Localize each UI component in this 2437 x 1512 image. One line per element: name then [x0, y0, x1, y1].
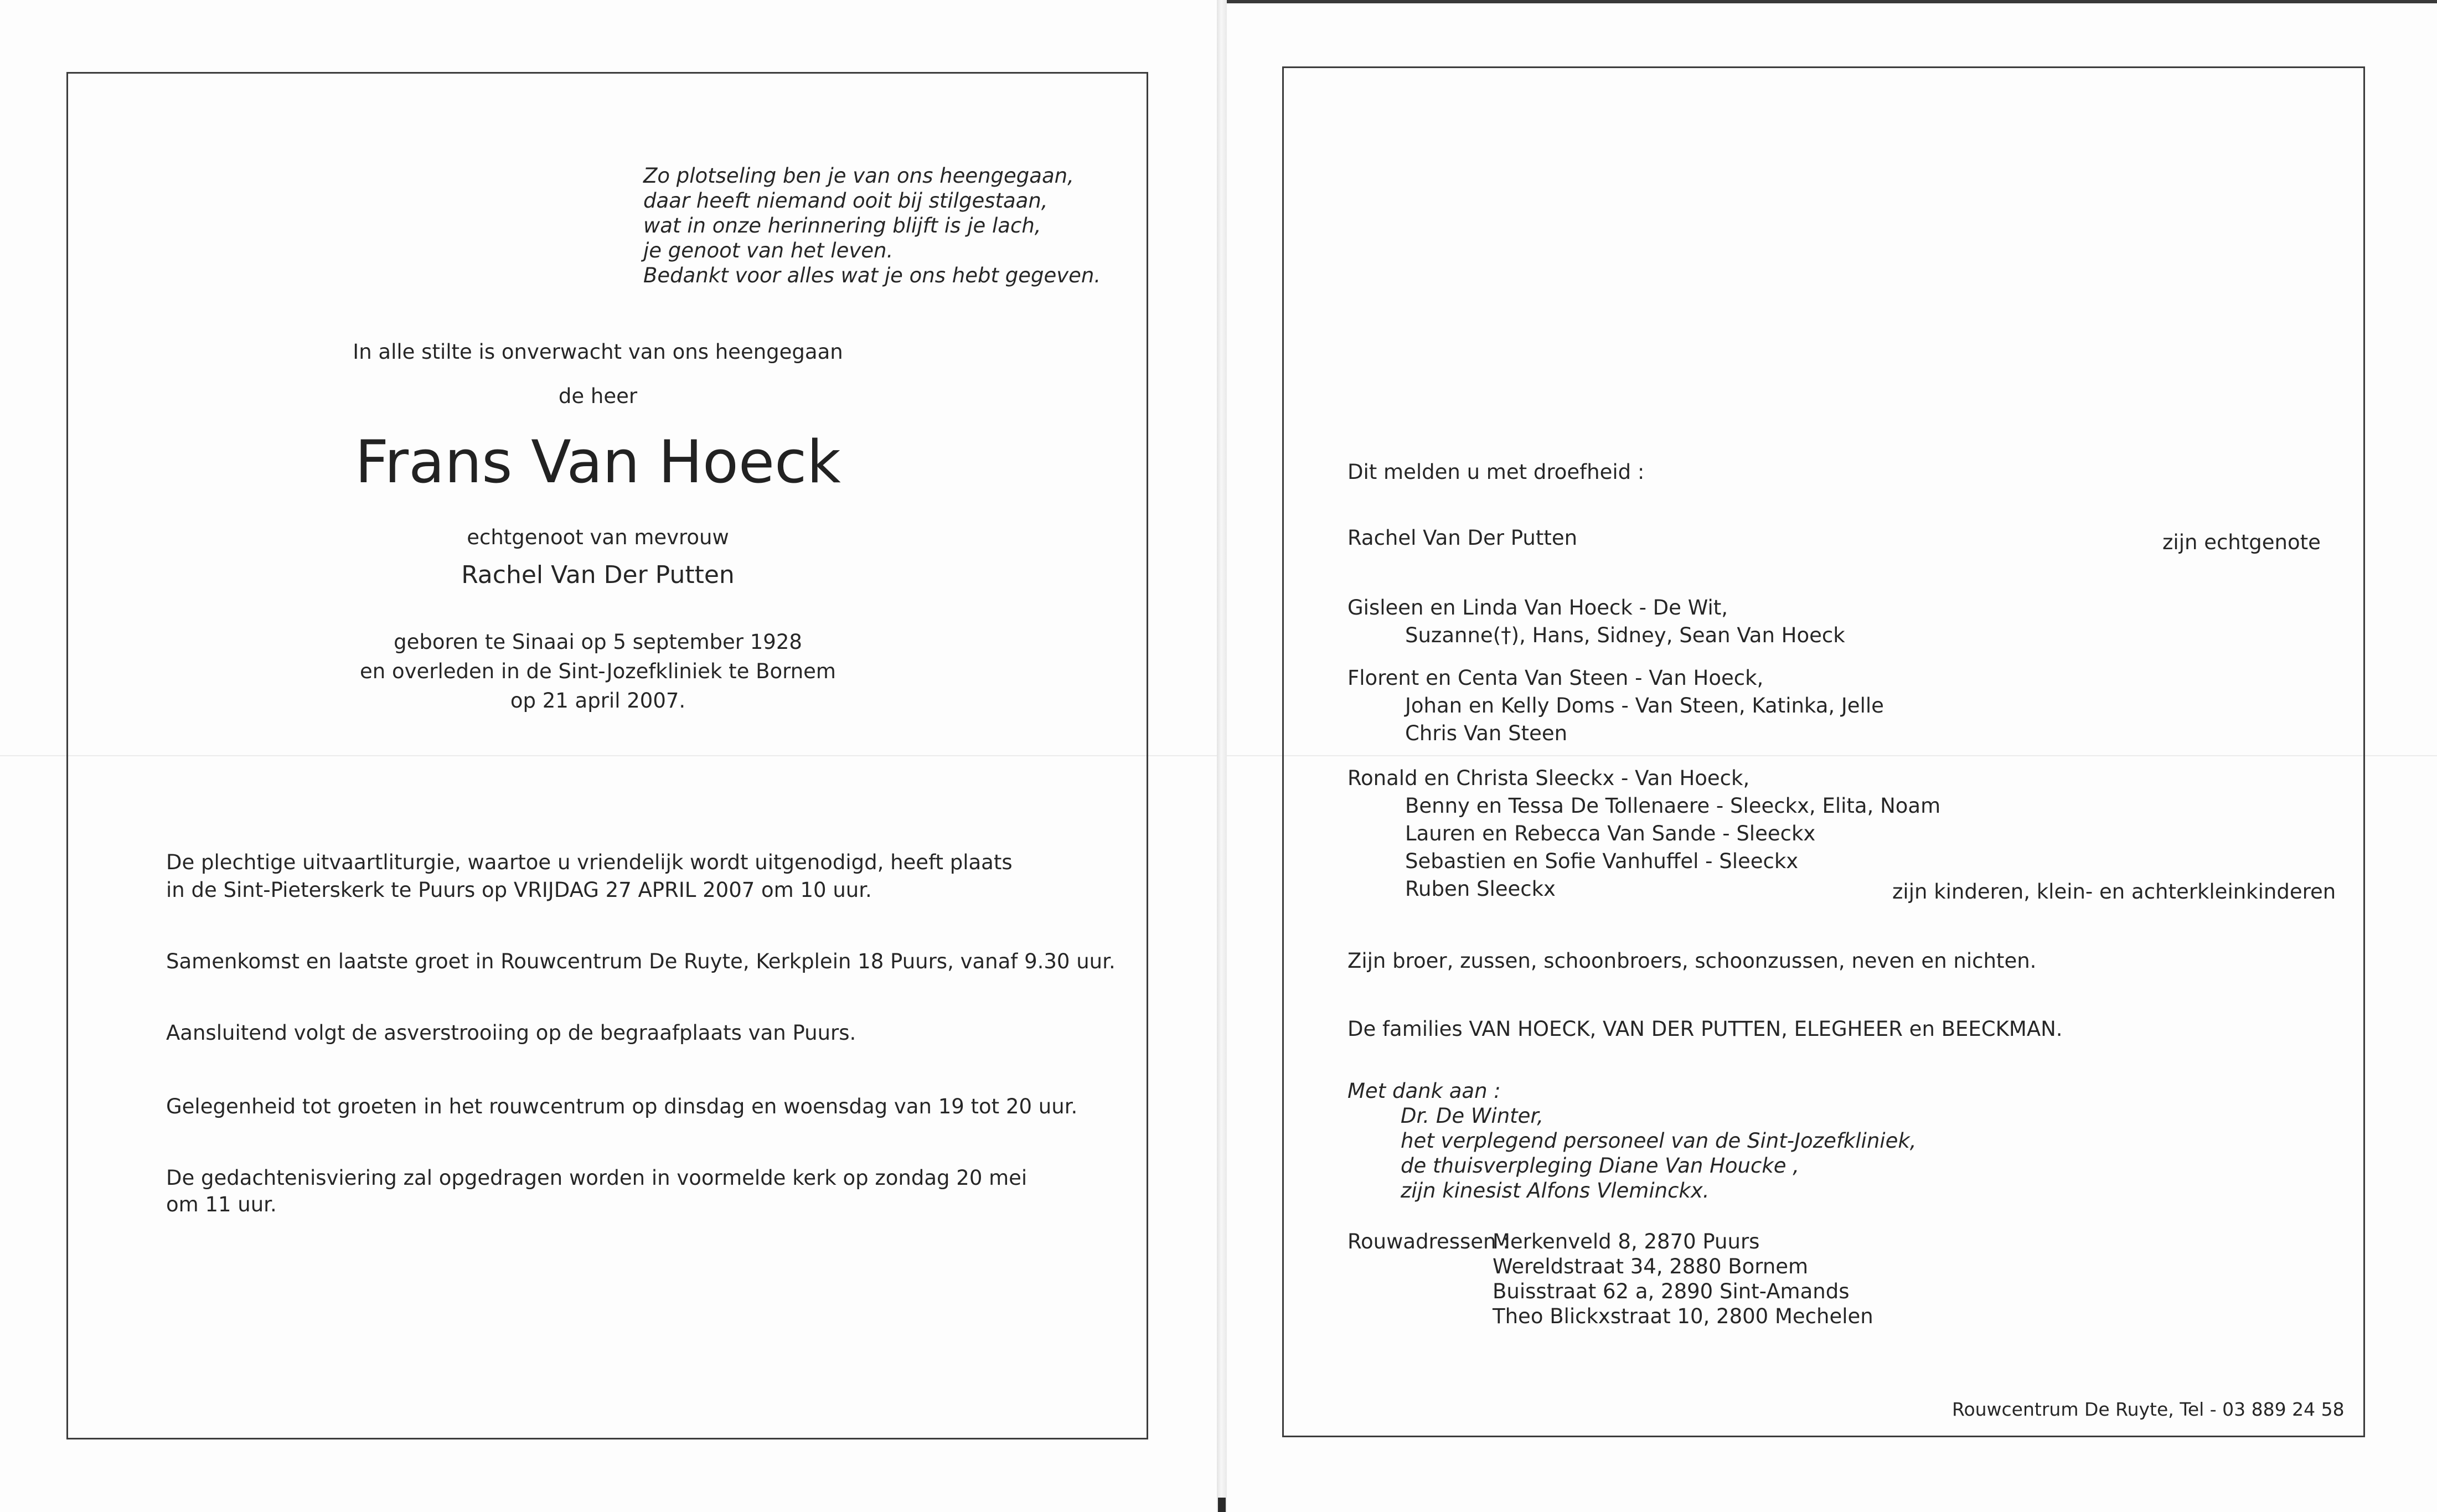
- scan-edge-top: [1227, 0, 2437, 3]
- poem-line: je genoot van het leven.: [643, 239, 894, 262]
- thanks-intro: Met dank aan :: [1347, 1079, 1501, 1103]
- dates-line: geboren te Sinaai op 5 september 1928: [394, 630, 802, 654]
- siblings-text: Zijn broer, zussen, schoonbroers, schoonzussen, neven en nichten.: [1347, 949, 2037, 973]
- poem-line: daar heeft niemand ooit bij stilgestaan,: [643, 189, 1048, 213]
- spouse-name: Rachel Van Der Putten: [461, 561, 735, 589]
- gathering-text: Samenkomst en laatste groet in Rouwcentrum De Ruyte, Kerkplein 18 Puurs, vanaf 9.30 uur.: [166, 949, 1116, 973]
- thanks-line: zijn kinesist Alfons Vleminckx.: [1401, 1179, 1710, 1203]
- address-line: Theo Blickxstraat 10, 2800 Mechelen: [1493, 1304, 1873, 1328]
- dates-line: op 21 april 2007.: [510, 689, 686, 713]
- remembrance-line: De gedachtenisviering zal opgedragen worden in voormelde kerk op zondag 20 mei: [166, 1166, 1028, 1190]
- family-line: Johan en Kelly Doms - Van Steen, Katinka, Jelle: [1405, 694, 1884, 718]
- thanks-line: Dr. De Winter,: [1401, 1104, 1544, 1128]
- poem-line: Zo plotseling ben je van ons heengegaan,: [643, 164, 1074, 188]
- remembrance-line: om 11 uur.: [166, 1193, 277, 1216]
- announce-text: Dit melden u met droefheid :: [1347, 460, 1645, 484]
- children-role: zijn kinderen, klein- en achterkleinkinderen: [1892, 880, 2336, 904]
- ashes-text: Aansluitend volgt de asverstrooiing op de begraafplaats van Puurs.: [166, 1021, 856, 1045]
- page-gutter: [1217, 0, 1227, 1512]
- spouse-intro: echtgenoot van mevrouw: [467, 525, 729, 549]
- dates-line: en overleden in de Sint-Jozefkliniek te Bornem: [360, 659, 836, 683]
- family-line: Ronald en Christa Sleeckx - Van Hoeck,: [1347, 766, 1750, 790]
- family-line: Florent en Centa Van Steen - Van Hoeck,: [1347, 666, 1764, 690]
- family-line: Lauren en Rebecca Van Sande - Sleeckx: [1405, 822, 1816, 845]
- families-text: De families VAN HOECK, VAN DER PUTTEN, ELEGHEER en BEECKMAN.: [1347, 1017, 2063, 1041]
- address-line: Wereldstraat 34, 2880 Bornem: [1493, 1255, 1809, 1278]
- thanks-line: de thuisverpleging Diane Van Houcke ,: [1401, 1154, 1800, 1178]
- address-line: Merkenveld 8, 2870 Puurs: [1493, 1230, 1760, 1253]
- thanks-line: het verplegend personeel van de Sint-Jozefkliniek,: [1401, 1129, 1917, 1153]
- family-line: Chris Van Steen: [1405, 721, 1568, 745]
- service-line: in de Sint-Pieterskerk te Puurs op VRIJDAG 27 APRIL 2007 om 10 uur.: [166, 878, 872, 902]
- scan-edge-bottom: [1218, 1498, 1226, 1512]
- family-line: Gisleen en Linda Van Hoeck - De Wit,: [1347, 596, 1728, 620]
- family-line: Sebastien en Sofie Vanhuffel - Sleeckx: [1405, 849, 1799, 873]
- intro-text: In alle stilte is onverwacht van ons heengegaan: [353, 340, 843, 364]
- poem-line: wat in onze herinnering blijft is je lach,: [643, 214, 1041, 238]
- deceased-name: Frans Van Hoeck: [355, 428, 841, 496]
- service-line: De plechtige uitvaartliturgie, waartoe u vriendelijk wordt uitgenodigd, heeft plaats: [166, 850, 1013, 874]
- title-text: de heer: [558, 384, 638, 408]
- poem-line: Bedankt voor alles wat je ons hebt gegeven.: [643, 264, 1101, 287]
- footer-text: Rouwcentrum De Ruyte, Tel - 03 889 24 58: [1952, 1399, 2345, 1420]
- family-line: Benny en Tessa De Tollenaere - Sleeckx, Elita, Noam: [1405, 794, 1941, 818]
- spouse-line: Rachel Van Der Putten: [1347, 526, 1578, 550]
- address-label: Rouwadressen :: [1347, 1230, 1510, 1253]
- family-line: Ruben Sleeckx: [1405, 877, 1556, 901]
- spouse-role: zijn echtgenote: [2162, 530, 2321, 554]
- visiting-text: Gelegenheid tot groeten in het rouwcentrum op dinsdag en woensdag van 19 tot 20 uur.: [166, 1095, 1078, 1118]
- address-line: Buisstraat 62 a, 2890 Sint-Amands: [1493, 1279, 1850, 1303]
- family-line: Suzanne(†), Hans, Sidney, Sean Van Hoeck: [1405, 623, 1845, 647]
